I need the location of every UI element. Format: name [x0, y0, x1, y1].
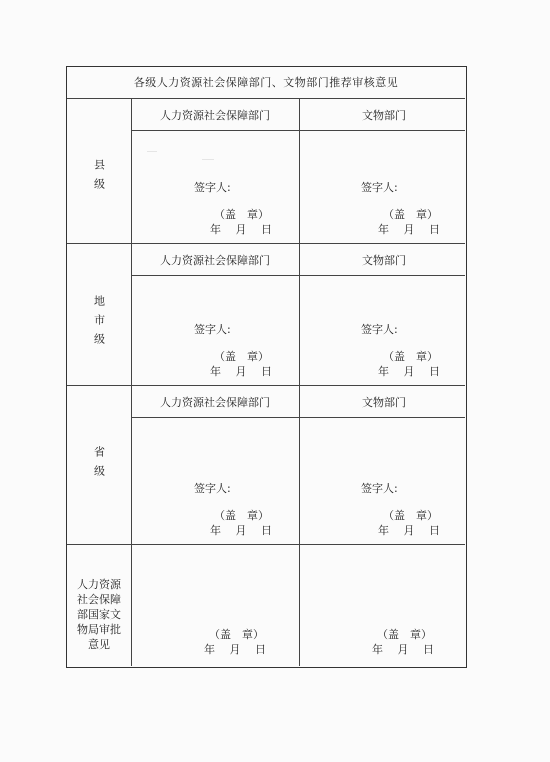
county-culture-header: 文物部门 [362, 109, 406, 122]
city-culture-signer: 签字人: [361, 323, 398, 336]
province-culture-signer: 签字人: [361, 482, 398, 495]
county-hr-header: 人力资源社会保障部门 [160, 109, 270, 122]
city-hr-header: 人力资源社会保障部门 [160, 254, 270, 267]
county-level-label: 县级 [92, 159, 106, 197]
province-bottom-divider [67, 544, 465, 545]
city-hr-date: 年 月 日 [210, 365, 272, 378]
city-header-divider [131, 275, 465, 276]
province-hr-header: 人力资源社会保障部门 [160, 396, 270, 409]
province-hr-seal: （盖 章） [214, 509, 269, 522]
city-culture-seal: （盖 章） [383, 350, 438, 363]
county-header-divider [131, 130, 465, 131]
county-bottom-divider [67, 243, 465, 244]
county-culture-date: 年 月 日 [378, 223, 440, 236]
national-hr-seal: （盖 章） [209, 628, 264, 641]
national-hr-date: 年 月 日 [204, 643, 266, 656]
province-hr-signer: 签字人: [194, 482, 231, 495]
form-title: 各级人力资源社会保障部门、文物部门推荐审核意见 [133, 76, 399, 89]
national-culture-date: 年 月 日 [372, 643, 434, 656]
title-divider [67, 98, 465, 99]
city-level-label: 地市级 [92, 295, 106, 352]
province-culture-header: 文物部门 [362, 396, 406, 409]
city-hr-signer: 签字人: [194, 323, 231, 336]
city-hr-seal: （盖 章） [214, 350, 269, 363]
county-culture-signer: 签字人: [361, 181, 398, 194]
national-culture-seal: （盖 章） [377, 628, 432, 641]
department-column-divider [299, 98, 300, 666]
city-culture-header: 文物部门 [362, 254, 406, 267]
province-level-label: 省级 [92, 446, 106, 484]
national-approval-label: 人力资源社会保障部国家文物局审批意见 [77, 578, 121, 651]
county-hr-date: 年 月 日 [210, 223, 272, 236]
county-culture-seal: （盖 章） [383, 208, 438, 221]
county-hr-signer: 签字人: [194, 181, 231, 194]
province-culture-seal: （盖 章） [383, 509, 438, 522]
city-bottom-divider [67, 385, 465, 386]
city-culture-date: 年 月 日 [378, 365, 440, 378]
scan-mark [202, 159, 214, 160]
county-hr-seal: （盖 章） [214, 208, 269, 221]
level-column-divider [131, 98, 132, 666]
scan-mark [147, 151, 157, 152]
province-hr-date: 年 月 日 [210, 524, 272, 537]
province-culture-date: 年 月 日 [378, 524, 440, 537]
province-header-divider [131, 417, 465, 418]
